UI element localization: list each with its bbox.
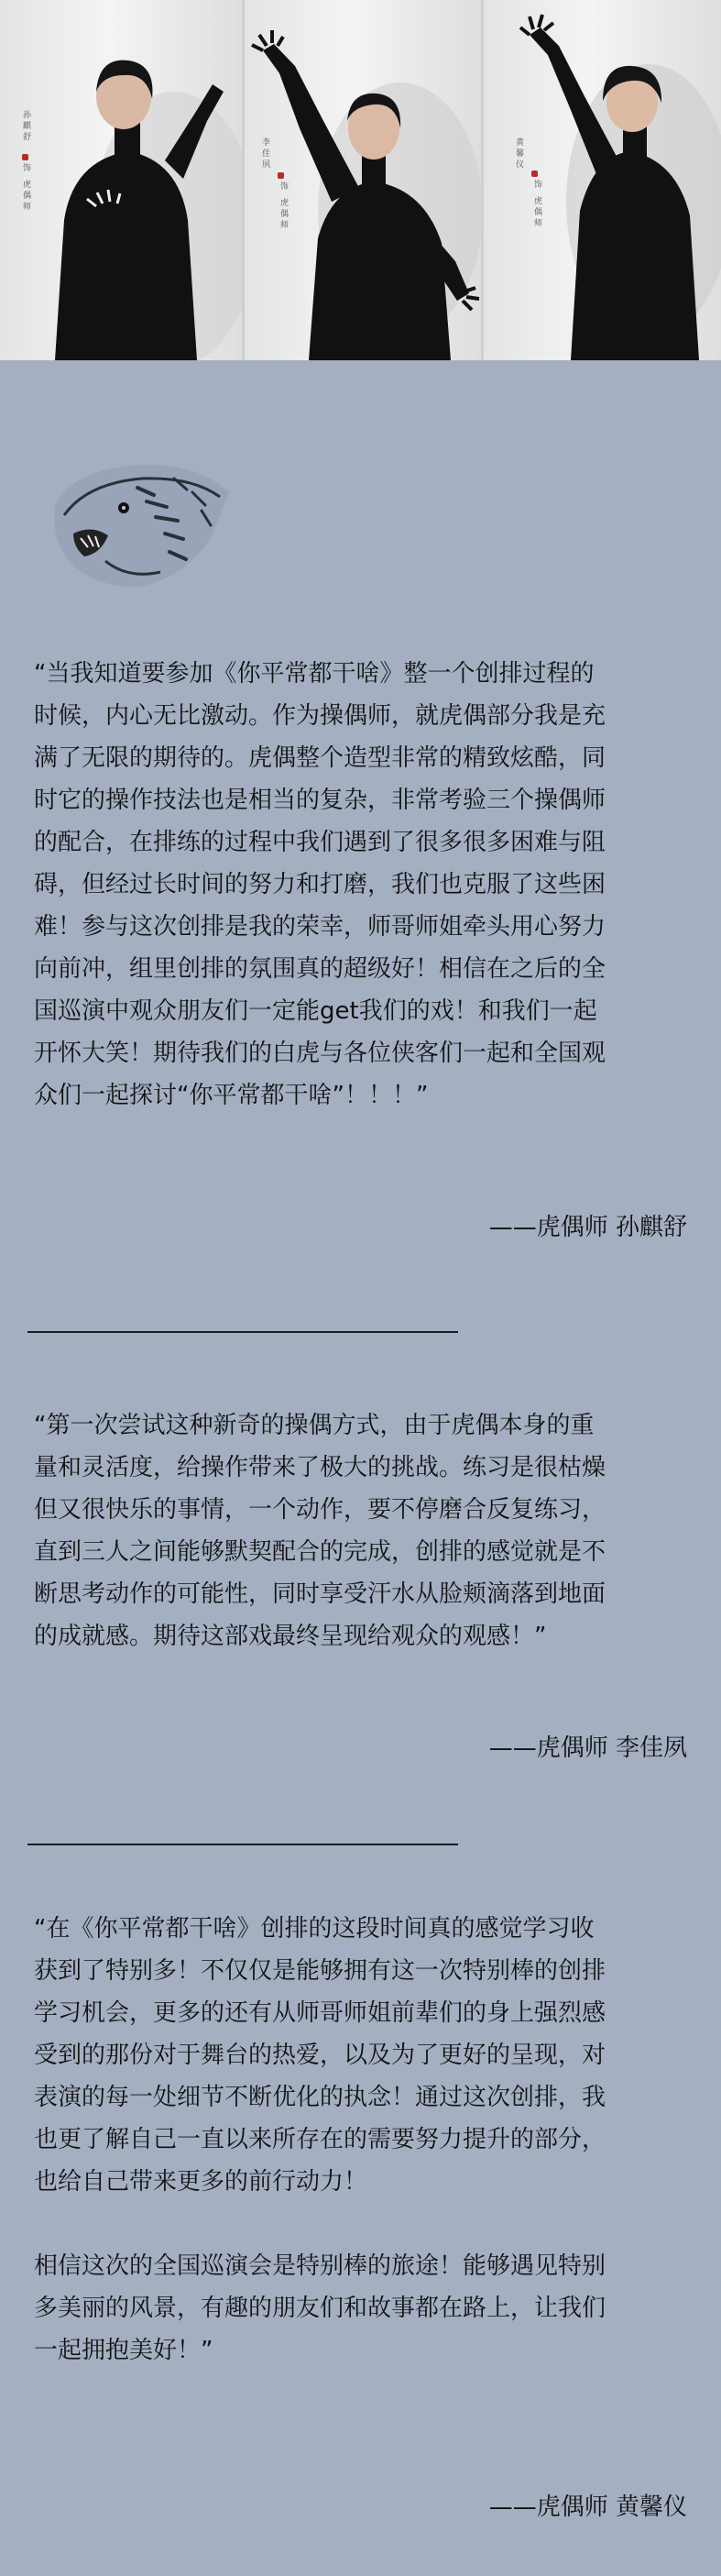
red-seal-icon [22,154,28,160]
cast-photo-3 [484,0,721,360]
performer-silhouette-1 [0,0,242,360]
testimonial-1-text: “当我知道要参加《你平常都干啥》整一个创排过程的 时候，内心无比激动。作为操偶师，就虎偶部分我是充 满了无限的期待的。虎偶整个造型非常的精致炫酷，同 时它的操作技法也是相当的复杂，非常考验三个操偶师 的配合，在排练的过程中我们遇到了很多很多困难与阻 碍，但经过长时间的努力和打磨，我们也克服了这些困 难！参与这次创排是我的荣幸，师哥师姐牵头用心努力 向前冲，组里创排的氛围真的超级好！相信在之后的全 国巡演中观众朋友们一定能get我们的戏！和我们一起 开怀大笑！期待我们的白虎与各位侠客们一起和全国观 众们一起探讨“你平常都干啥”！！！” [34,660,606,1109]
performer-silhouette-2 [245,0,481,360]
red-seal-icon [531,171,538,177]
testimonial-2-text: “第一次尝试这种新奇的操偶方式，由于虎偶本身的重 量和灵活度，给操作带来了极大的挑战。练习是很枯燥 但又很快乐的事情，一个动作，要不停磨合反复练习， 直到三人之间能够默契配合的完成，创排的感觉就是不 断思考动作的可能性，同时享受汗水从脸颊滴落到地面 的成就感。期待这部戏最终呈现给观众的观感！” [34,1412,606,1650]
testimonial-1-signature: ——虎偶师 孙麒舒 [488,1214,687,1241]
cast-photo-1 [0,0,242,360]
performer-silhouette-3 [484,0,721,360]
cast-photo-strip [0,0,721,360]
performer-name-vertical: 黄馨仪 [514,138,523,171]
testimonial-3-signature: ——虎偶师 黄馨仪 [488,2493,687,2521]
section-divider [27,1331,458,1333]
red-seal-icon [278,172,284,179]
performer-name-vertical: 孙麒舒 [21,110,30,143]
performer-role-vertical: 饰 虎偶师 [21,163,30,213]
section-divider [27,1844,458,1845]
testimonial-2-signature: ——虎偶师 李佳夙 [488,1734,687,1762]
tiger-head-illustration-icon [37,451,238,598]
performer-role-vertical: 饰 虎偶师 [532,180,541,229]
testimonial-3-text: “在《你平常都干啥》创排的这段时间真的感觉学习收 获到了特别多！不仅仅是能够拥有这一次特别棒的创排 学习机会，更多的还有从师哥师姐前辈们的身上强烈感 受到的那份对于舞台的热爱，以及为了更好的呈现，对 表演的每一处细节不断优化的执念！通过这次创排，我 也更了解自己一直以来所存在的需要努力提升的部分， 也给自己带来更多的前行动力！ 相信这次的全国巡演会是特别棒的旅途！能够遇见特别 多美丽的风景，有趣的朋友们和故事都在路上，让我们 一起拥抱美好！” [34,1915,606,2364]
performer-role-vertical: 饰 虎偶师 [279,182,288,231]
performer-name-vertical: 李佳夙 [260,138,269,171]
cast-photo-2 [245,0,481,360]
